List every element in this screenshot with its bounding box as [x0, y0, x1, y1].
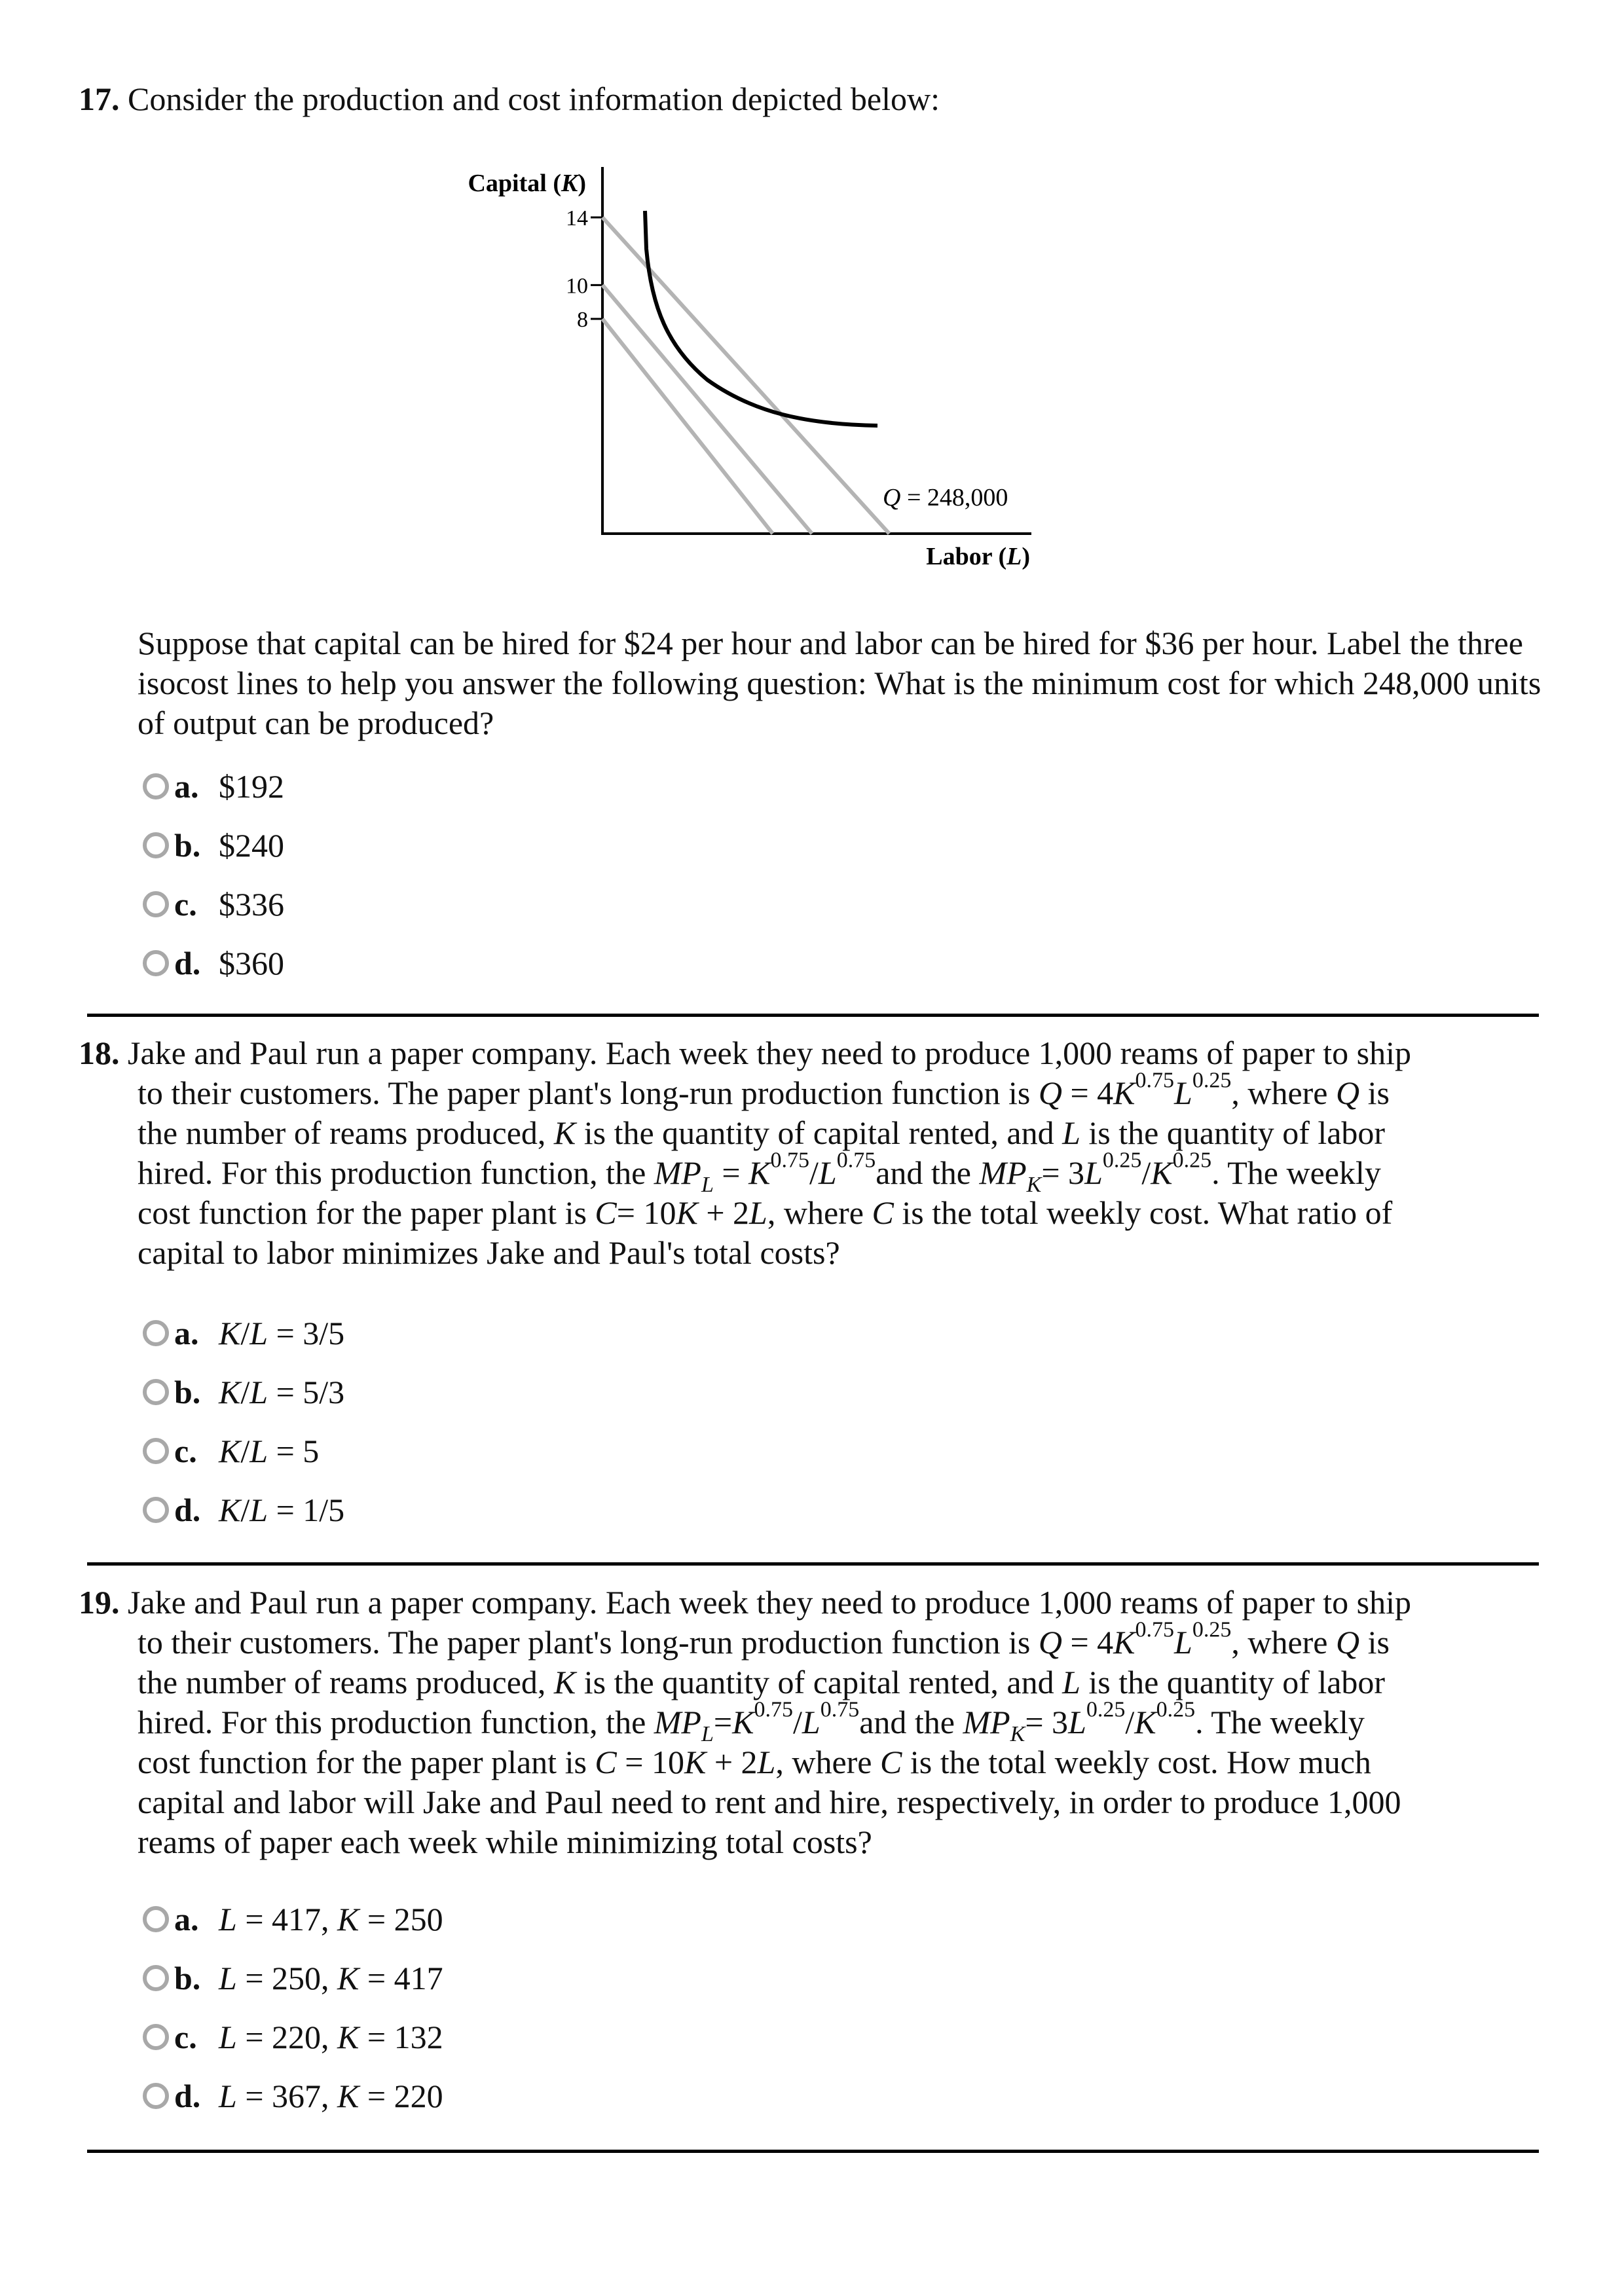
question-line: reams of paper each week while minimizing total costs?: [138, 1824, 872, 1860]
option-letter: d.: [174, 945, 201, 982]
option-text: L = 220, K = 132: [219, 2019, 443, 2055]
radio-button[interactable]: [143, 1965, 169, 1991]
option-letter: b.: [174, 827, 201, 864]
question-line: cost function for the paper plant is C = 10K + 2L, where C is the total weekly cost. How much: [138, 1744, 1371, 1780]
option-text: K/L = 3/5: [219, 1315, 345, 1351]
question-line: the number of reams produced, K is the quantity of capital rented, and L is the quantity of labor: [138, 1664, 1386, 1700]
question-line: hired. For this production function, the $MP_L=K^{0.75}/L^{0.75}and$ the $MP_K= 3L^{0.25}/K^{0.25}$. The weekly: [138, 1697, 1365, 1746]
option-text: K/L = 1/5: [219, 1492, 345, 1528]
radio-button[interactable]: [143, 1438, 169, 1464]
radio-button[interactable]: [143, 832, 169, 858]
question-line: capital to labor minimizes Jake and Paul's total costs?: [138, 1234, 840, 1271]
isocost-line: [602, 319, 773, 534]
question-line: Jake and Paul run a paper company. Each week they need to produce 1,000 reams of paper to ship: [128, 1584, 1411, 1621]
question-19-header: [79, 1582, 1411, 1623]
divider: [87, 2150, 1539, 2153]
y-tick-label: 8: [577, 308, 588, 332]
answer-option[interactable]: [143, 1313, 344, 1353]
y-tick-label: 14: [566, 206, 588, 230]
question-number: 19.: [79, 1584, 120, 1621]
answer-option[interactable]: [143, 884, 284, 925]
option-letter: b.: [174, 1960, 201, 1996]
question-line: hired. For this production function, the $MP_L = K^{0.75}/L^{0.75}and$ the $MP_K= 3L^{0.25}/K^{0.25}$. The weekly: [138, 1148, 1381, 1197]
answer-option[interactable]: [143, 825, 284, 866]
radio-button[interactable]: [143, 1906, 169, 1932]
option-letter: a.: [174, 1315, 199, 1351]
question-line: to their customers. The paper plant's long-run production function is $Q = 4K^{0.75}L^{0.25}$, where Q is: [138, 1617, 1390, 1661]
option-text: L = 367, K = 220: [219, 2078, 443, 2114]
option-text: K/L = 5: [219, 1433, 320, 1469]
radio-button[interactable]: [143, 1320, 169, 1346]
answer-option[interactable]: [143, 1490, 344, 1530]
question-line: the number of reams produced, K is the quantity of capital rented, and L is the quantity of labor: [138, 1114, 1386, 1151]
y-tick-label: 10: [566, 274, 588, 299]
option-text: $192: [219, 768, 284, 805]
answer-option[interactable]: [143, 1431, 319, 1471]
radio-button[interactable]: [143, 1379, 169, 1405]
option-text: $336: [219, 886, 284, 923]
isoquant-isocost-diagram: [0, 0, 1624, 589]
option-letter: a.: [174, 1901, 199, 1937]
option-letter: a.: [174, 768, 199, 805]
question-intro: Consider the production and cost information depicted below:: [128, 81, 940, 117]
divider: [87, 1562, 1539, 1566]
option-text: L = 250, K = 417: [219, 1960, 443, 1996]
question-line: Jake and Paul run a paper company. Each week they need to produce 1,000 reams of paper to ship: [128, 1035, 1411, 1071]
option-letter: c.: [174, 1433, 197, 1469]
answer-option[interactable]: [143, 2017, 443, 2057]
divider: [87, 1014, 1539, 1017]
option-letter: b.: [174, 1374, 201, 1410]
answer-option[interactable]: [143, 1958, 443, 1998]
radio-button[interactable]: [143, 950, 169, 976]
option-text: $240: [219, 827, 284, 864]
radio-button[interactable]: [143, 773, 169, 799]
radio-button[interactable]: [143, 891, 169, 917]
radio-button[interactable]: [143, 1497, 169, 1523]
question-line: capital and labor will Jake and Paul need to rent and hire, respectively, in order to produce 1,000: [138, 1784, 1401, 1820]
x-axis-label: Labor (L): [926, 543, 1030, 570]
question-number: 17.: [79, 81, 120, 117]
option-letter: d.: [174, 1492, 201, 1528]
question-19-body: [138, 1617, 1545, 1862]
option-letter: d.: [174, 2078, 201, 2114]
answer-option[interactable]: [143, 1372, 344, 1412]
question-line: cost function for the paper plant is C= 10K + 2L, where C is the total weekly cost. What ratio of: [138, 1194, 1393, 1231]
question-18-body: [138, 1068, 1545, 1273]
isocost-line: [602, 285, 812, 534]
question-line: to their customers. The paper plant's long-run production function is $Q = 4K^{0.75}L^{0.25}$, where Q is: [138, 1068, 1390, 1111]
answer-option[interactable]: [143, 2076, 443, 2116]
isoquant-label: Q = 248,000: [883, 484, 1008, 511]
option-text: K/L = 5/3: [219, 1374, 345, 1410]
question-number: 18.: [79, 1035, 120, 1071]
radio-button[interactable]: [143, 2024, 169, 2050]
option-text: L = 417, K = 250: [219, 1901, 443, 1937]
question-18-header: [79, 1033, 1411, 1073]
option-letter: c.: [174, 2019, 197, 2055]
y-axis-label: Capital (K): [468, 170, 586, 197]
radio-button[interactable]: [143, 2083, 169, 2109]
answer-option[interactable]: [143, 1899, 443, 1939]
option-text: $360: [219, 945, 284, 982]
answer-option[interactable]: [143, 943, 284, 983]
answer-option[interactable]: [143, 766, 284, 807]
option-letter: c.: [174, 886, 197, 923]
question-17-body: Suppose that capital can be hired for $24 per hour and labor can be hired for $36 per hour. Label the three isocost lines to help you answer the following question: What is the minimum cost for which 248,000 units of output can be produced?: [138, 625, 1541, 741]
